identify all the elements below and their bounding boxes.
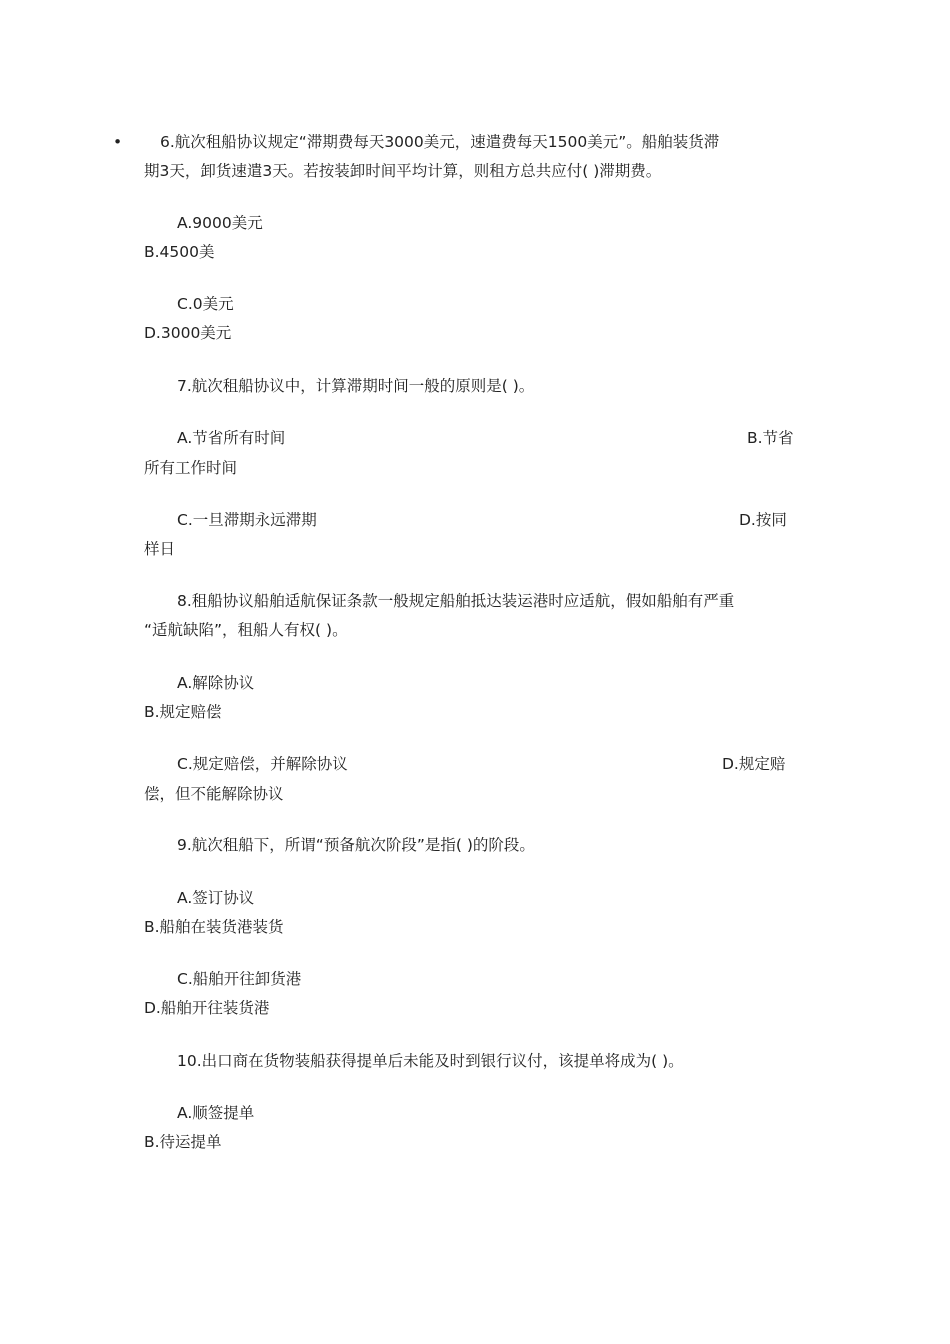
question-9-option-b: B.船舶在装货港装货 [144,918,284,936]
question-7-option-d-head: D.按同 [739,511,787,529]
question-10-option-a: A.顺签提单 [177,1104,255,1122]
question-9-option-c: C.船舶开往卸货港 [177,970,302,988]
question-6-stem-line-2: 期3天，卸货速遣3天。若按装卸时间平均计算，则租方总共应付( )滞期费。 [144,162,662,180]
question-7-option-a: A.节省所有时间 [177,429,286,447]
question-9-option-d: D.船舶开往装货港 [144,999,270,1017]
question-7-option-d-tail: 样日 [144,540,176,558]
question-8-option-c: C.规定赔偿，并解除协议 [177,755,348,773]
question-7-option-c: C.一旦滞期永远滞期 [177,511,317,529]
question-7-option-b-head: B.节省 [747,429,794,447]
question-6-stem-line-1: 6.航次租船协议规定“滞期费每天3000美元，速遣费每天1500美元”。船舶装货滞 [160,133,720,151]
question-7-stem: 7.航次租船协议中，计算滞期时间一般的原则是( )。 [177,377,535,395]
question-9-stem: 9.航次租船下，所谓“预备航次阶段”是指( )的阶段。 [177,836,535,854]
question-6-option-b: B.4500美 [144,243,215,261]
question-8-option-a: A.解除协议 [177,674,255,692]
question-10-option-b: B.待运提单 [144,1133,222,1151]
question-10-stem: 10.出口商在货物装船获得提单后未能及时到银行议付，该提单将成为( )。 [177,1052,684,1070]
question-6-option-d: D.3000美元 [144,324,232,342]
question-8-stem-line-2: “适航缺陷”，租船人有权( )。 [144,621,348,639]
question-8-option-d-tail: 偿，但不能解除协议 [144,785,284,803]
question-6-option-c: C.0美元 [177,295,234,313]
question-9-option-a: A.签订协议 [177,889,255,907]
question-8-stem-line-1: 8.租船协议船舶适航保证条款一般规定船舶抵达装运港时应适航，假如船舶有严重 [177,592,735,610]
question-8-option-b: B.规定赔偿 [144,703,222,721]
question-6-option-a: A.9000美元 [177,214,263,232]
question-7-option-b-tail: 所有工作时间 [144,459,238,477]
question-8-option-d-head: D.规定赔 [722,755,786,773]
list-bullet: • [113,133,123,151]
